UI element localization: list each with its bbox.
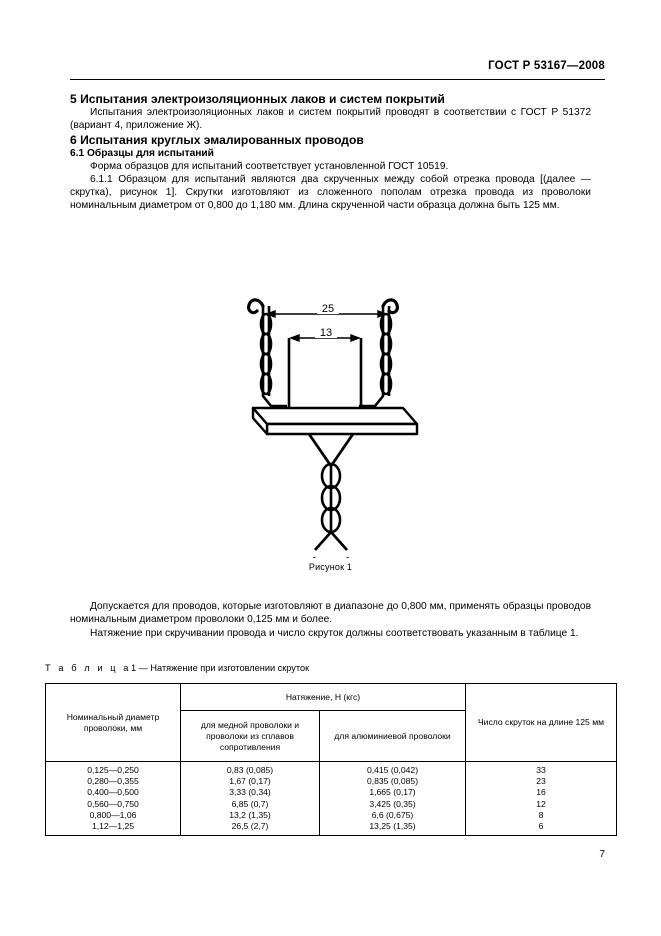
figure-1-drawing	[0, 288, 661, 563]
section-6-1-paragraph: Форма образцов для испытаний соответствует установленной ГОСТ 10519.	[90, 160, 449, 172]
figure-1-caption: Рисунок 1	[308, 562, 353, 572]
table-cell-aluminium: 1,665 (0,17)	[320, 787, 466, 798]
table-header-row-group	[46, 684, 617, 711]
table-1-title	[45, 663, 309, 673]
table-cell-diameter: 0,800—1,06	[46, 810, 181, 821]
table-cell-aluminium: 3,425 (0,35)	[320, 799, 466, 810]
document-header-standard-number: ГОСТ Р 53167—2008	[488, 60, 605, 72]
table-cell-copper: 26,5 (2,7)	[181, 821, 320, 836]
table-row	[46, 821, 617, 836]
table-header-tension-group: Натяжение, Н (кгс)	[181, 684, 466, 711]
table-1-head	[46, 684, 617, 762]
table-row	[46, 776, 617, 787]
section-6-heading: 6 Испытания круглых эмалированных проводов	[70, 132, 364, 147]
table-cell-copper: 6,85 (0,7)	[181, 799, 320, 810]
document-body	[70, 92, 591, 213]
table-header-twists: Число скруток на длине 125 мм	[466, 684, 617, 762]
table-cell-twists: 6	[466, 821, 617, 836]
table-cell-aluminium: 0,415 (0,042)	[320, 762, 466, 777]
document-body-continued	[70, 600, 591, 640]
table-cell-twists: 16	[466, 787, 617, 798]
table-cell-aluminium: 0,835 (0,085)	[320, 776, 466, 787]
section-5-paragraph: Испытания электроизоляционных лаков и систем покрытий проводят в соответствии с ГОСТ Р 51372 (вариант 4, приложение Ж).	[70, 107, 591, 132]
table-cell-diameter: 0,560—0,750	[46, 799, 181, 810]
table-row	[46, 787, 617, 798]
figure-dimension-top: 25	[321, 303, 334, 315]
header-divider	[70, 79, 605, 80]
table-row	[46, 762, 617, 777]
table-header-diameter: Номинальный диаметр проволоки, мм	[46, 684, 181, 762]
table-cell-twists: 33	[466, 762, 617, 777]
table-header-copper: для медной проволоки и проволоки из сплавов сопротивления	[181, 711, 320, 762]
figure-dimension-bottom: 13	[319, 327, 332, 339]
table-row	[46, 810, 617, 821]
section-6-1-1-paragraph: 6.1.1 Образцом для испытаний являются два скрученных между собой отрезка провода [(далее — скрутка), рисунок 1]. Скрутки изготовляют из сложенного пополам отрезка провода из проволоки номинальным диаметром от 0,800 до 1,180 мм. Длина скрученной части образца должна быть 125 мм.	[70, 173, 591, 212]
after-figure-paragraph-1: Допускается для проводов, которые изготовляют в диапазоне до 0,800 мм, применять образцы проводов номинальным диаметром проволоки 0,125 мм и более.	[70, 601, 591, 626]
table-cell-diameter: 1,12—1,25	[46, 821, 181, 836]
section-5-heading: 5 Испытания электроизоляционных лаков и систем покрытий	[70, 92, 445, 106]
table-cell-diameter: 0,125—0,250	[46, 762, 181, 777]
table-cell-copper: 13,2 (1,35)	[181, 810, 320, 821]
after-figure-paragraph-2: Натяжение при скручивании провода и число скруток должны соответствовать указанным в таблице 1.	[90, 627, 579, 639]
table-cell-copper: 1,67 (0,17)	[181, 776, 320, 787]
twisted-wire-apparatus-illustration	[231, 288, 431, 558]
table-cell-copper: 3,33 (0,34)	[181, 787, 320, 798]
table-1-title-text: Натяжение при изготовлении скруток	[150, 663, 310, 673]
table-1-title-number: 1	[130, 663, 137, 673]
table-cell-diameter: 0,400—0,500	[46, 787, 181, 798]
table-cell-twists: 23	[466, 776, 617, 787]
table-1-body	[46, 762, 617, 836]
table-cell-diameter: 0,280—0,355	[46, 776, 181, 787]
table-1-title-label: Т а б л и ц а	[45, 663, 131, 673]
table-cell-aluminium: 13,25 (1,35)	[320, 821, 466, 836]
page-number: 7	[599, 849, 605, 860]
table-1-title-dash: —	[138, 663, 148, 673]
section-6-1-heading: 6.1 Образцы для испытаний	[70, 147, 214, 159]
table-cell-twists: 12	[466, 799, 617, 810]
table-1	[45, 683, 617, 836]
table-header-aluminium: для алюминиевой проволоки	[320, 711, 466, 762]
table-cell-copper: 0,83 (0,085)	[181, 762, 320, 777]
table-row	[46, 799, 617, 810]
table-cell-aluminium: 6,6 (0,675)	[320, 810, 466, 821]
table-cell-twists: 8	[466, 810, 617, 821]
